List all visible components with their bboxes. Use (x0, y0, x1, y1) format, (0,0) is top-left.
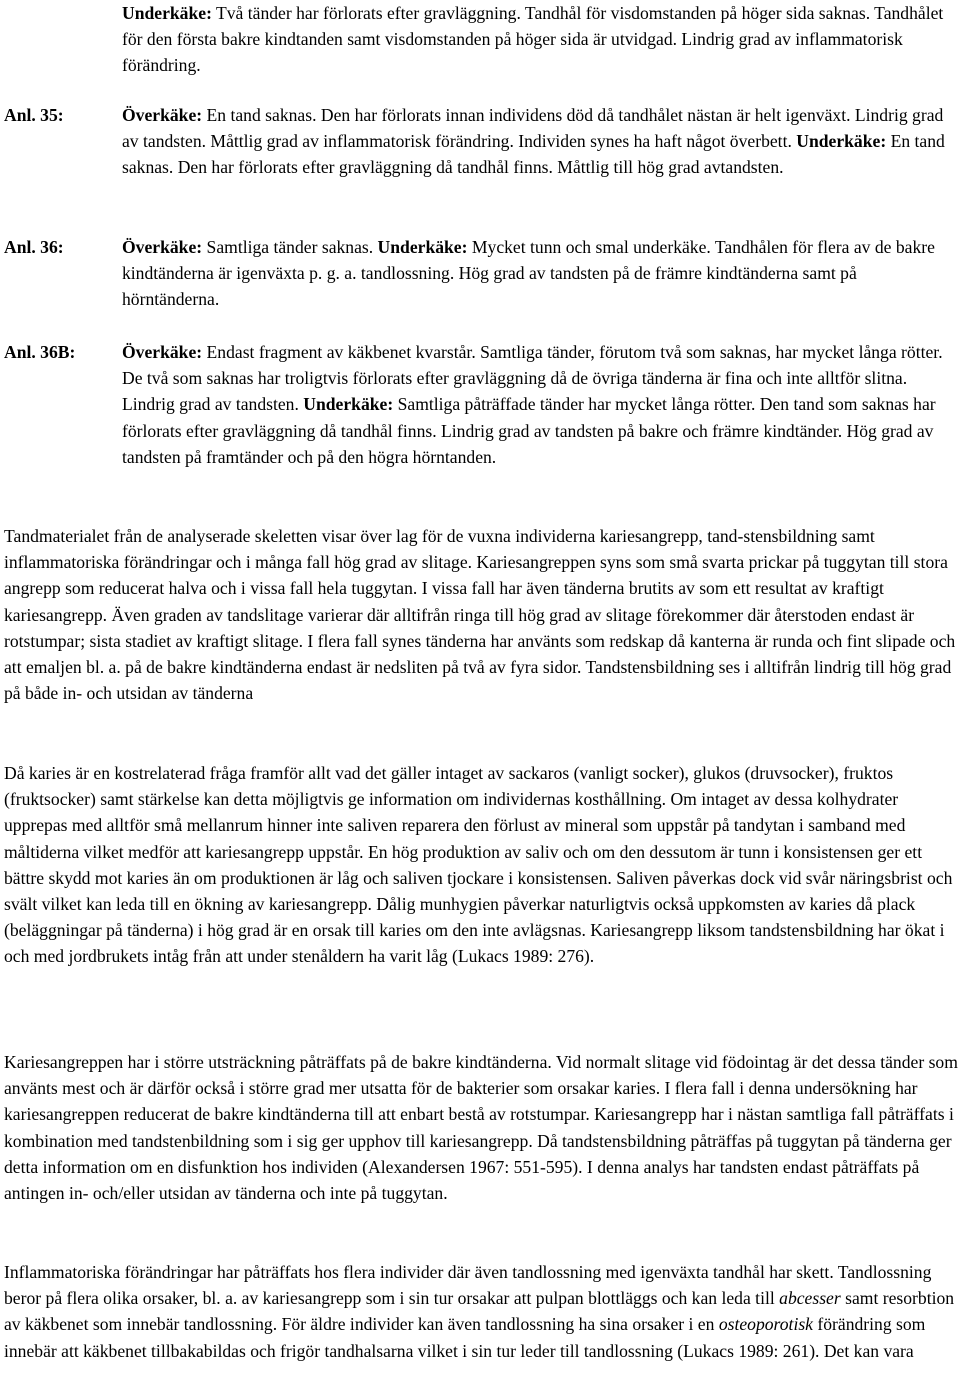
entry-text-segment: Underkäke: (122, 3, 212, 23)
paragraph-segment-italic: abcesser (779, 1288, 841, 1309)
entry-text-segment: Underkäke: (303, 394, 394, 415)
paragraph-segment: samt resorbtion av käkbenet som innebär tandlossning. För äldre individer kan även tandlossning ha sina orsaker i en (4, 1288, 955, 1335)
entry-text (122, 234, 958, 313)
body-paragraph (4, 1049, 958, 1206)
entry-text (122, 0, 958, 79)
paragraph-segment: Inflammatoriska förändringar har påträffats hos flera individer där även tandlossning med igenväxta tandhål har skett. Tandlossning beror på flera olika orsaker, bl. a. av kariesangrepp som i sin tur orsakar att pulpan blottläggs och kan leda till (4, 1262, 932, 1309)
entry-text-segment: En tand saknas. Den har förlorats efter gravläggning då tandhål finns. Måttlig till hög grad avtandsten. (122, 131, 945, 178)
body-paragraph (4, 760, 958, 970)
paragraph-segment: förändring som innebär att käkbenet tillbakabildas och frigör tandhalsarna vilket i sin tur leder till tandlossning (Lukacs 1989: 261). Det kan vara (4, 1314, 926, 1361)
entry-text-segment: Överkäke: (122, 237, 203, 257)
entry-text-segment: Överkäke: (122, 342, 203, 362)
body-paragraph (4, 523, 958, 706)
paragraph-segment: Kariesangreppen har i större utsträckning påträffats på de bakre kindtänderna. Vid normalt slitage vid födointag är det dessa tänder som använts mest och är därför också i större grad mer utsatta för de bakterier som orsakar karies. I flera fall i denna undersökning har kariesangreppen reducerat de bakre kindtänderna till att enbart bestå av rotstumpar. Kariesangrepp har i nästan samtliga fall påträffats i kombination med tandstenbildning som i sig ger upphov till kariesangrepp. Då tandstensbildning påträffas på tuggytan på tänderna ger detta information om en disfunktion hos individen (Alexandersen 1967: 551-595). I denna analys har tandsten endast påträffats på antingen in- och/eller utsidan av tänderna och inte på tuggytan. (4, 1052, 958, 1204)
entry-text-segment: Två tänder har förlorats efter gravläggning. Tandhål för visdomstanden på höger sida saknas. Tandhålet för den första bakre kindtanden samt visdomstanden på höger sida är utvidgad. Lindrig grad av inflammatorisk förändring. (122, 3, 944, 76)
entry-text-segment: Samtliga påträffade tänder har mycket långa rötter. Den tand som saknas har förlorats efter gravläggning då tandhål finns. Lindrig grad av tandsten på bakre och främre kindtänder. Hög grad av tandsten på framtänder och på den högra hörntanden. (122, 394, 936, 467)
entry-label: Anl. 36: (4, 237, 64, 257)
entry-text-segment: Mycket tunn och smal underkäke. Tandhålen för flera av de bakre kindtänderna är igenväxta p. g. a. tandlossning. Hög grad av tandsten på de främre kindtänderna samt på hörntänderna. (122, 237, 935, 310)
paragraph-segment: Tandmaterialet från de analyserade skeletten visar över lag för de vuxna individerna kariesangrepp, tand-stensbildning samt inflammatoriska förändringar och i många fall hög grad av slitage. Kariesangreppen syns som små svarta prickar på tuggytan till stora angrepp som reducerat halva och i vissa fall hela tuggytan. I vissa fall har även tänderna brutits av som ett resultat av kraftigt kariesangrepp. Även graden av tandslitage varierar där alltifrån ringa till hög grad av slitage förekommer där återstoden endast är rotstumpar; sista stadiet av kraftigt slitage. I flera fall synes tänderna har använts som redskap då kanterna är runda och fint slipade och att emaljen bl. a. på de bakre kindtänderna endast är nedsliten på två av fyra sidor. Tandstensbildning ses i alltifrån lindrig till hög grad på både in- och utsidan av tänderna (4, 526, 956, 704)
entry-label: Anl. 35: (4, 105, 64, 125)
paragraph-segment-italic: osteoporotisk (718, 1314, 813, 1335)
entry-label: Anl. 36B: (4, 342, 76, 362)
entry-text-segment: Endast fragment av käkbenet kvarstår. Samtliga tänder, förutom två som saknas, har mycket långa rötter. De två som saknas har troligtvis förlorats efter gravläggning då de övriga tänderna är fina och inte alltför slitna. Lindrig grad av tandsten. (122, 342, 943, 415)
entry-text-segment: Överkäke: (122, 105, 203, 125)
entry-text-segment: Underkäke: (796, 131, 887, 152)
entry-text-segment: Samtliga tänder saknas. (202, 237, 378, 257)
entry-text (122, 102, 958, 181)
body-paragraph (4, 1259, 958, 1364)
entry-text-segment: En tand saknas. Den har förlorats innan individens död då tandhålet nästan är helt igenväxt. Lindrig grad av tandsten. Måttlig grad av inflammatorisk förändring. Individen synes ha haft något överbett. (122, 105, 944, 152)
entry-text (122, 339, 958, 470)
paragraph-segment: Då karies är en kostrelaterad fråga framför allt vad det gäller intaget av sackaros (vanligt socker), glukos (druvsocker), fruktos (fruktsocker) samt stärkelse kan detta möjligtvis ge information om individernas kosthållning. Om intaget av dessa kolhydrater upprepas med alltför små mellanrum hinner inte saliven reparera den förlust av mineral som uppstår på tandytan i samband med måltiderna vilket medför att kariesangrepp uppstår. En hög produktion av saliv och om den dessutom är tunn i konsistensen ger ett bättre skydd mot karies än om produktionen är låg och saliven tjockare i konsistensen. Saliven påverkas dock vid svår näringsbrist och svält vilket kan leda till en ökning av kariesangrepp. Dålig munhygien påverkar naturligtvis också uppkomsten av karies då plack (beläggningar på tänderna) i hög grad är en orsak till karies om den inte avlägsnas. Kariesangrepp liksom tandstensbildning har ökat i och med jordbrukets intåg från att under stenåldern ha varit låg (Lukacs 1989: 276). (4, 763, 953, 967)
entry-text-segment: Underkäke: (377, 237, 468, 257)
